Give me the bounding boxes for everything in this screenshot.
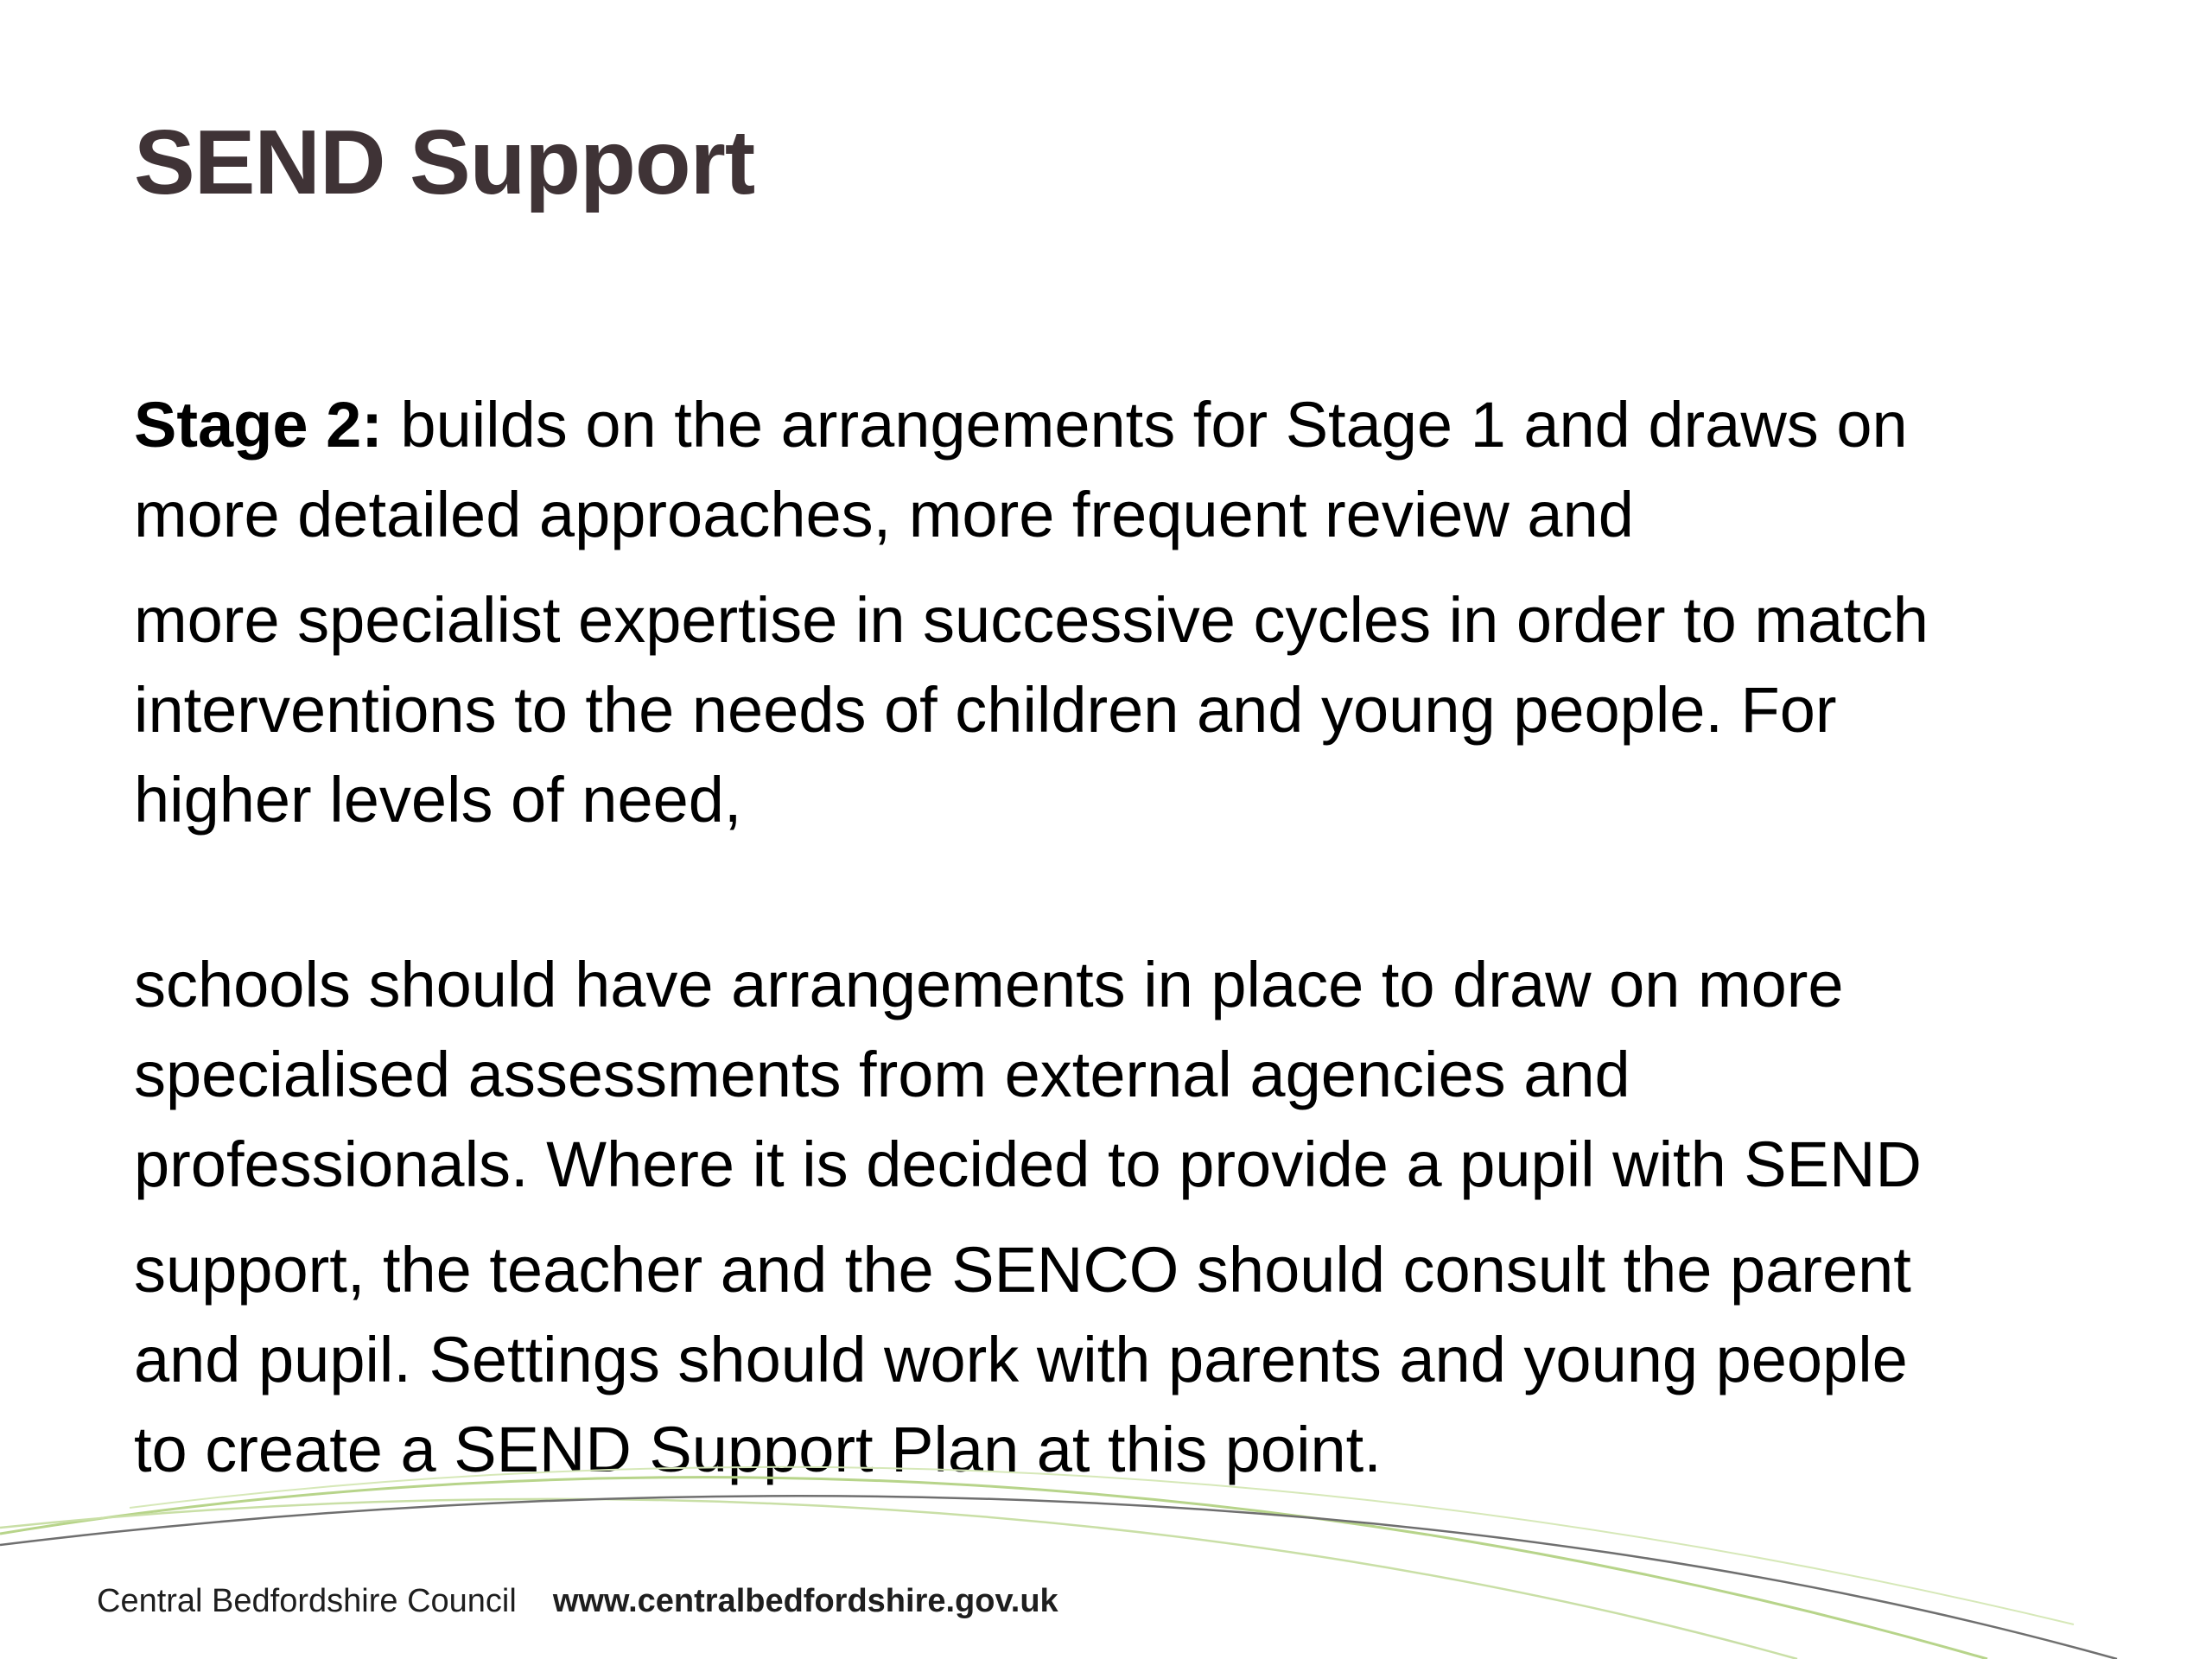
paragraph-specialist-expertise bbox=[134, 575, 2173, 845]
slide-title: SEND Support bbox=[134, 111, 755, 213]
paragraph-line: specialised assessments from external agencies and bbox=[134, 1039, 1630, 1110]
paragraph-schools-arrangements bbox=[134, 940, 2173, 1210]
swoosh-gray-line bbox=[0, 1496, 2117, 1659]
stage-label: Stage 2: bbox=[134, 389, 383, 461]
footer bbox=[97, 1583, 1058, 1620]
paragraph-line: professionals. Where it is decided to provide a pupil with SEND bbox=[134, 1128, 1922, 1200]
paragraph-spacer bbox=[134, 560, 2173, 575]
paragraph-send-support-plan bbox=[134, 1225, 2173, 1495]
paragraph-stage-2 bbox=[134, 380, 2173, 560]
paragraph-line: interventions to the needs of children and young people. For bbox=[134, 674, 1837, 746]
paragraph-line: to create a SEND Support Plan at this point. bbox=[134, 1414, 1382, 1485]
paragraph-spacer bbox=[134, 845, 2173, 940]
paragraph-line: schools should have arrangements in place to draw on more bbox=[134, 949, 1844, 1020]
swoosh-green-line-2 bbox=[0, 1499, 1797, 1659]
footer-organisation: Central Bedfordshire Council bbox=[97, 1583, 517, 1619]
footer-website-link[interactable]: www.centralbedfordshire.gov.uk bbox=[552, 1583, 1058, 1619]
paragraph-line bbox=[134, 380, 2173, 470]
paragraph-spacer bbox=[134, 1210, 2173, 1225]
stage-text: builds on the arrangements for Stage 1 and draws on bbox=[382, 389, 1908, 461]
paragraph-line: support, the teacher and the SENCO should consult the parent bbox=[134, 1234, 1911, 1306]
paragraph-line: more detailed approaches, more frequent review and bbox=[134, 479, 1634, 550]
paragraph-line: higher levels of need, bbox=[134, 764, 742, 836]
paragraph-line: and pupil. Settings should work with parents and young people bbox=[134, 1324, 1908, 1395]
swoosh-green-line-1 bbox=[0, 1478, 1987, 1659]
slide-body bbox=[134, 380, 2173, 1495]
paragraph-line: more specialist expertise in successive cycles in order to match bbox=[134, 584, 1929, 656]
